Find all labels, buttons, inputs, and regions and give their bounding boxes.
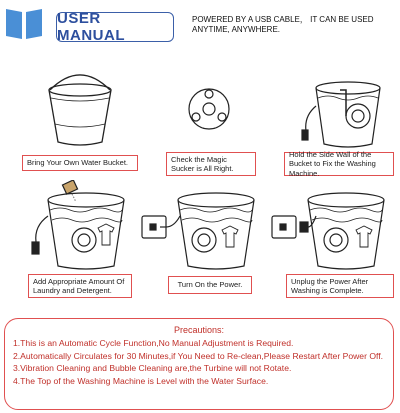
precautions-title: Precautions: [173, 325, 225, 335]
step-1-caption: Bring Your Own Water Bucket. [22, 155, 138, 171]
step-2-caption: Check the Magic Sucker is All Right. [166, 152, 256, 176]
step-3-caption: Hold the Side Wall of the Bucket to Fix the Washing Machine. [284, 152, 394, 176]
suction-cup-illustration [186, 86, 232, 132]
precautions-box [4, 318, 394, 410]
washer-on-bucket-illustration [296, 76, 392, 152]
precaution-item-3: 3.Vibration Cleaning and Bubble Cleaning are,the Turbine will not Rotate. [13, 363, 292, 374]
precaution-item-1: 1.This is an Automatic Cycle Function,No Manual Adjustment is Required. [13, 338, 294, 349]
power-on-illustration [140, 180, 264, 272]
laundry-detergent-illustration [26, 180, 134, 272]
unplug-power-illustration [270, 180, 394, 272]
step-4-caption: Add Appropriate Amount Of Laundry and Detergent. [28, 274, 132, 298]
precaution-item-4: 4.The Top of the Washing Machine is Level with the Water Surface. [13, 375, 269, 386]
page-subtitle: POWERED BY A USB CABLE， IT CAN BE USED ANYTIME, ANYWHERE. [192, 15, 374, 34]
book-icon [4, 6, 44, 40]
page-title: USER MANUAL [56, 12, 174, 42]
bucket-illustration [40, 68, 120, 148]
step-6-caption: Unplug the Power After Washing is Complete. [286, 274, 394, 298]
precaution-item-2: 2.Automatically Circulates for 30 Minutes,if You Need to Re-clean,Please Restart After Power Off. [13, 350, 384, 361]
step-5-caption: Turn On the Power. [168, 276, 252, 294]
